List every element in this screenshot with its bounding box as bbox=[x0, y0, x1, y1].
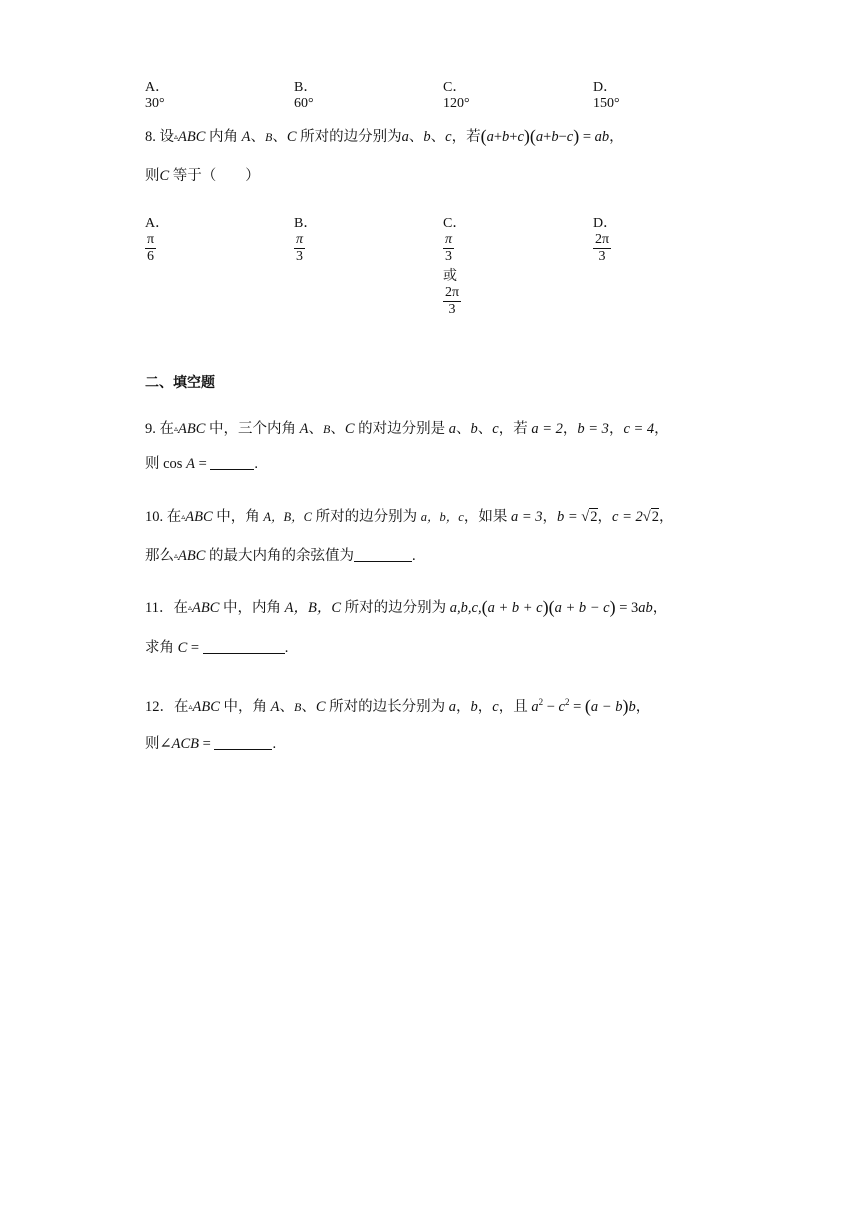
answer-blank[interactable] bbox=[203, 639, 285, 654]
q10-stem-line2: 那么▵ABC 的最大内角的余弦值为 . bbox=[145, 548, 416, 564]
fraction: $\frac{\pi}{6}$ bbox=[147, 232, 155, 264]
q9-stem-line2: 则 cos A = . bbox=[145, 456, 259, 472]
q12-stem-line2: 则∠ACB = . bbox=[145, 736, 277, 752]
fraction: $\frac{2\pi}{3}$ bbox=[595, 232, 610, 264]
q7-option-d[interactable]: D．150° bbox=[593, 80, 620, 111]
q8-stem-line2: 则C 等于（ ） bbox=[145, 168, 260, 184]
q7-option-c[interactable]: C．120° bbox=[443, 80, 470, 111]
q8-option-c[interactable]: C． $\frac{\pi}{3}$ 或 $\frac{2\pi}{3}$ bbox=[443, 216, 467, 317]
q8-stem-line1: 8. 设▵ABC 内角 A、B、C 所对的边分别为a、b、c，若(a+b+c)(a+b−c) = ab， bbox=[145, 126, 624, 146]
fraction: $\frac{\pi}{3}$ bbox=[296, 232, 304, 264]
answer-blank[interactable] bbox=[210, 455, 254, 470]
q12-stem-line1: 12．在▵ABC 中，角 A、B、C 所对的边长分别为 a，b，c，且 $a^2 - c^2 = (a - b)b$， bbox=[145, 695, 651, 716]
q11-stem-line2: 求角 C = . bbox=[145, 640, 289, 656]
answer-blank[interactable] bbox=[214, 735, 272, 750]
q7-option-a[interactable]: A．30° bbox=[145, 80, 170, 111]
q10-stem-line1: 10. 在▵ABC 中，角 A，B，C 所对的边分别为 a，b，c，如果 a = 3，b = √2，c = 2√2， bbox=[145, 509, 674, 525]
fraction: $\frac{2\pi}{3}$ bbox=[445, 285, 460, 317]
answer-blank[interactable] bbox=[354, 547, 412, 562]
q8-option-a[interactable]: A． $\frac{\pi}{6}$ bbox=[145, 216, 170, 264]
q7-option-b[interactable]: B．60° bbox=[294, 80, 318, 111]
q11-stem-line1: 11．在▵ABC 中，内角 A，B，C 所对的边分别为 a,b,c,(a + b + c)(a + b − c) = 3ab， bbox=[145, 597, 668, 617]
section-heading: 二、填空题 bbox=[145, 374, 215, 390]
q8-option-b[interactable]: B． $\frac{\pi}{3}$ bbox=[294, 216, 318, 264]
q8-option-d[interactable]: D． $\frac{2\pi}{3}$ bbox=[593, 216, 618, 264]
q9-stem-line1: 9. 在▵ABC 中，三个内角 A、B、C 的对边分别是 a、b、c，若 a = 2，b = 3，c = 4， bbox=[145, 421, 669, 437]
fraction: $\frac{\pi}{3}$ bbox=[445, 232, 453, 264]
